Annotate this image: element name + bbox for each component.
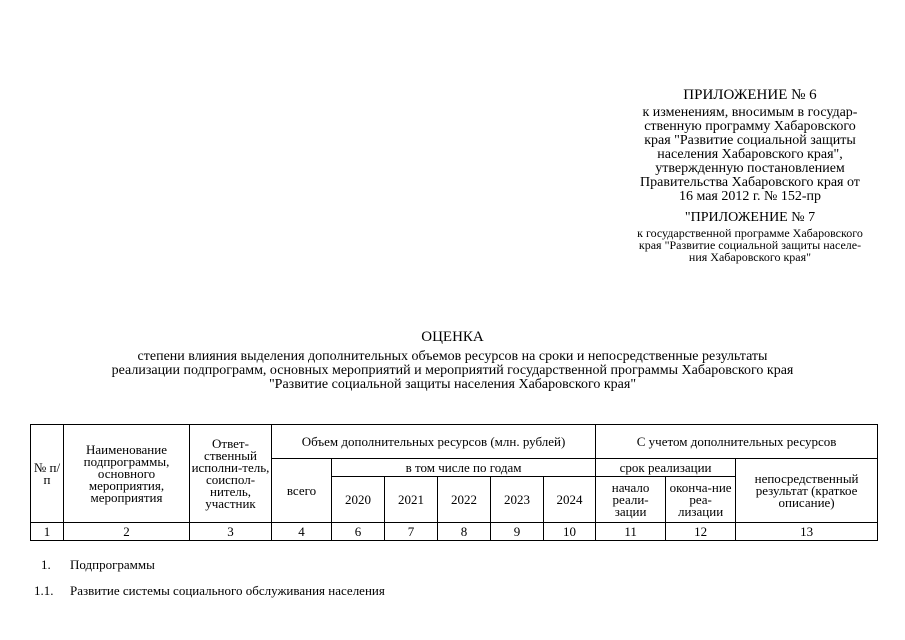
list-item-number: 1.1.	[34, 583, 54, 598]
header-year: 2021	[385, 477, 438, 523]
column-number: 1	[31, 523, 64, 541]
appendix-6-line: 16 мая 2012 г. № 152-пр	[678, 189, 822, 204]
header-by-years: в том числе по годам	[332, 459, 596, 477]
assessment-table	[30, 424, 878, 541]
column-number: 13	[736, 523, 878, 541]
appendix-6-line: ственную программу Хабаровского	[644, 119, 856, 134]
header-year: 2024	[544, 477, 596, 523]
appendix-6-line: Правительства Хабаровского края от	[640, 175, 860, 190]
header-start: начало реали-зации	[596, 477, 666, 523]
appendix-6-line: к изменениям, вносимым в государ-	[642, 105, 858, 120]
heading-line: степени влияния выделения дополнительных объемов ресурсов на сроки и непосредственные результаты	[137, 349, 768, 364]
header-number: № п/п	[31, 425, 64, 523]
column-number: 3	[190, 523, 272, 541]
header-volume: Объем дополнительных ресурсов (млн. рублей)	[272, 425, 596, 459]
column-number: 8	[438, 523, 491, 541]
heading-line: "Развитие социальной защиты населения Хабаровского края"	[268, 377, 637, 392]
column-number: 12	[666, 523, 736, 541]
header-year: 2023	[491, 477, 544, 523]
column-number: 10	[544, 523, 596, 541]
appendix-7-line: края "Развитие социальной защиты населе-	[638, 238, 862, 252]
column-number: 2	[64, 523, 190, 541]
list-item-text: Развитие системы социального обслуживания населения	[70, 583, 385, 598]
appendix-7-line: ния Хабаровского края"	[688, 250, 812, 264]
header-term: срок реализации	[596, 459, 736, 477]
column-number: 11	[596, 523, 666, 541]
header-total: всего	[272, 459, 332, 523]
list-item-number: 1.	[41, 557, 51, 572]
header-result: непосредственный результат (краткое описание)	[736, 459, 878, 523]
heading-line: реализации подпрограмм, основных мероприятий и мероприятий государственной программы Хабаровского края	[111, 363, 794, 378]
column-number: 6	[332, 523, 385, 541]
appendix-6-line: края "Развитие социальной защиты	[644, 133, 856, 148]
document-heading	[20, 330, 885, 392]
column-number: 4	[272, 523, 332, 541]
header-year: 2022	[438, 477, 491, 523]
header-year: 2020	[332, 477, 385, 523]
header-end: оконча-ние реа-лизации	[666, 477, 736, 523]
appendix-7-line: к государственной программе Хабаровского	[637, 226, 863, 240]
heading-title: ОЦЕНКА	[421, 329, 484, 345]
list-item-text: Подпрограммы	[70, 557, 155, 572]
appendix-7-block	[615, 210, 885, 263]
header-with-resources: С учетом дополнительных ресурсов	[596, 425, 878, 459]
appendix-6-block	[620, 88, 880, 204]
appendix-7-title: "ПРИЛОЖЕНИЕ № 7	[684, 210, 816, 225]
column-number: 7	[385, 523, 438, 541]
appendix-6-title: ПРИЛОЖЕНИЕ № 6	[683, 87, 817, 103]
appendix-6-line: населения Хабаровского края",	[657, 147, 843, 162]
header-executor: Ответ-ственный исполни-тель, соиспол-нитель, участник	[190, 425, 272, 523]
header-name: Наименование подпрограммы, основного мероприятия, мероприятия	[64, 425, 190, 523]
column-number: 9	[491, 523, 544, 541]
appendix-6-line: утвержденную постановлением	[655, 161, 845, 176]
